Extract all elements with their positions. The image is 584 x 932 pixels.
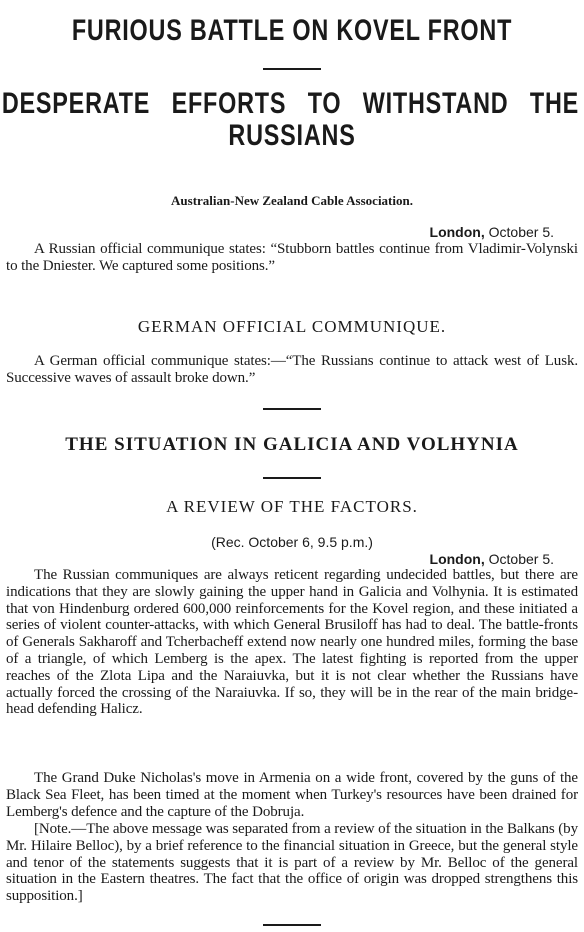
review-paragraph-1: The Russian communiques are always reticent regarding undecided battles, but there are indications that they are slowly gaining the upper hand in Galicia and Volhynia. It is estimated that von Hindenburg ordered 600,000 reinforcements for the Kovel region, and these initiated a series of violent counter-attacks, with which General Brusiloff has had to deal. The battle-fronts of Generals Sakharoff and Tcherbacheff extend now nearly one hundred miles, forming the base of a triangle, of which Lemberg is the apex. The latest fighting is reported from the upper reaches of the Zlota Lipa and the Naraiuvka, but it is not clear whether the Russians have actually forced the crossing of the Naraiuvka. If so, they will be in the rear of the main bridge-head defending Halicz. (6, 567, 578, 718)
review-paragraph-2: The Grand Duke Nicholas's move in Armenia on a wide front, covered by the guns of the Black Sea Fleet, has been timed at the moment when Turkey's resources have been drained for Lemberg's defence and the capture of the Dobruja. (6, 770, 578, 820)
section-german-text: A German official communique states:—“The Russians continue to attack west of Lusk. Successive waves of assault broke down.” (6, 353, 578, 386)
section-subheading-review: A REVIEW OF THE FACTORS. (166, 497, 418, 516)
section-heading-galicia: THE SITUATION IN GALICIA AND VOLHYNIA (65, 434, 519, 455)
review-paragraph-3: [Note.—The above message was separated from a review of the situation in the Balkans (by Mr. Hilaire Belloc), by a brief reference to the financial situation in Greece, but the general style and tenor of the statements suggests that it is part of a review by Mr. Belloc of the general situation in the Eastern theatres. The fact that the office of origin was dropped strengthens this supposition.] (6, 821, 578, 905)
divider-rule-3 (263, 477, 321, 479)
agency-credit: Australian-New Zealand Cable Association. (171, 193, 413, 208)
story-1-text: A Russian official communique states: “Stubborn battles continue from Vladimir-Volynski to the Dniester. We captured some positions.” (6, 241, 578, 274)
dateline-1 (430, 224, 554, 240)
dateline-date: October 5. (488, 551, 554, 567)
dateline-place: London, (429, 224, 485, 240)
section-heading-german: GERMAN OFFICIAL COMMUNIQUE. (137, 317, 447, 336)
dateline-place: London, (429, 551, 485, 567)
dateline-2 (430, 551, 554, 567)
divider-rule-1 (263, 68, 321, 70)
headline: FURIOUS BATTLE ON KOVEL FRONT (71, 14, 513, 47)
subheadline-line-2: RUSSIANS (228, 119, 356, 152)
divider-rule-4 (263, 924, 321, 926)
subheadline (1, 87, 580, 152)
dateline-date: October 5. (488, 224, 554, 240)
divider-rule-2 (263, 408, 321, 410)
received-timestamp: (Rec. October 6, 9.5 p.m.) (211, 534, 373, 550)
subheadline-line-1: DESPERATE EFFORTS TO WITHSTAND THE (1, 87, 580, 120)
